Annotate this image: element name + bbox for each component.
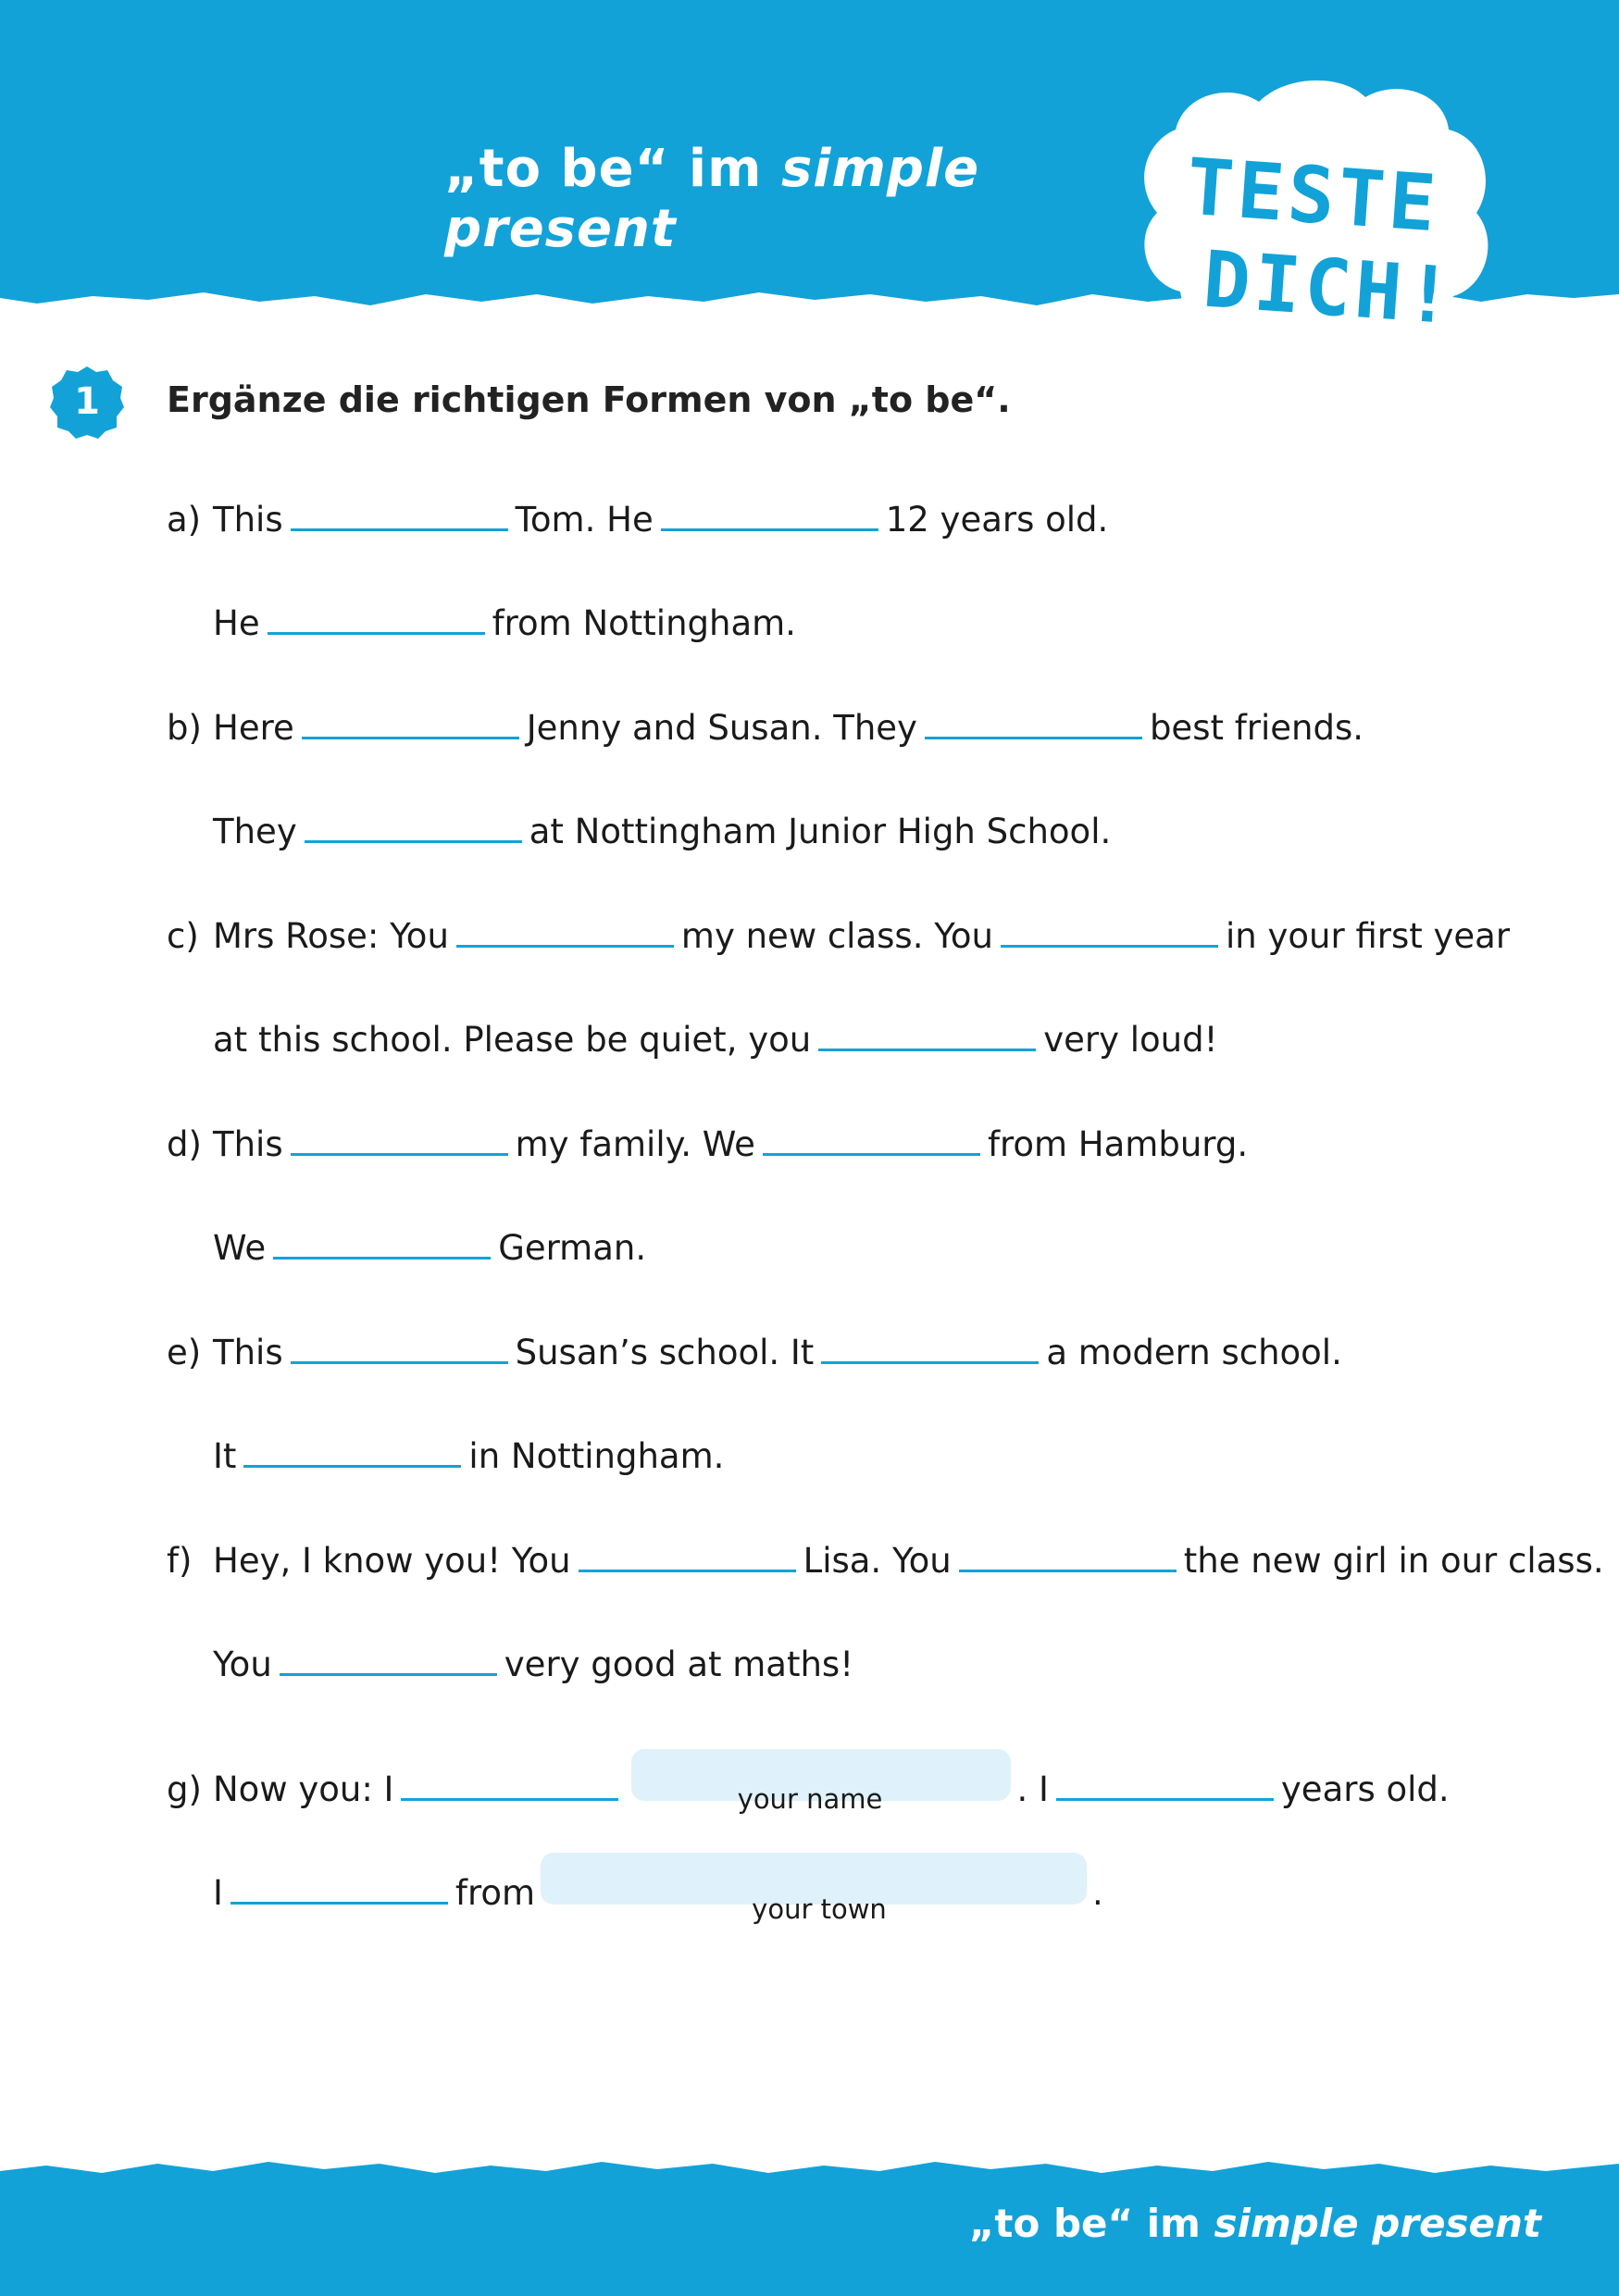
answer-blank[interactable] <box>302 709 519 739</box>
badge-text-line2: DICH! <box>1200 233 1459 342</box>
exercise-c-line2: at this school. Please be quiet, you very loud! <box>213 1020 1218 1060</box>
exercise-c-line1: c) Mrs Rose: You my new class. You in your first year <box>167 916 1511 956</box>
answer-blank[interactable] <box>1001 917 1218 948</box>
answer-blank[interactable] <box>305 813 522 843</box>
footer-title: „to be“ im simple present <box>968 2201 1541 2246</box>
exercise-e-line2: It in Nottingham. <box>213 1436 725 1476</box>
badge-text-line1: TESTE <box>1183 141 1442 250</box>
answer-blank[interactable] <box>273 1229 491 1260</box>
answer-blank[interactable] <box>268 604 485 635</box>
answer-blank[interactable] <box>291 501 508 531</box>
exercise-f-line1: f) Hey, I know you! You Lisa. You the new girl in our class. <box>167 1541 1604 1581</box>
exercise-a-line1: a) This Tom. He 12 years old. <box>167 500 1109 540</box>
task-instruction: Ergänze die richtigen Formen von „to be“. <box>167 379 1011 420</box>
answer-blank[interactable] <box>280 1645 497 1676</box>
exercise-g-line2: I from . <box>213 1853 1103 1913</box>
exercise-a-line2: He from Nottingham. <box>213 603 796 643</box>
answer-blank[interactable] <box>230 1874 448 1905</box>
exercise-f-line2: You very good at maths! <box>213 1644 854 1684</box>
answer-blank[interactable] <box>661 501 878 531</box>
answer-blank[interactable] <box>579 1542 796 1572</box>
answer-blank[interactable] <box>401 1770 618 1801</box>
exercise-d-line2: We German. <box>213 1228 647 1268</box>
answer-blank[interactable] <box>456 917 674 948</box>
exercise-b-line1: b) Here Jenny and Susan. They best friends. <box>167 708 1364 748</box>
answer-blank[interactable] <box>243 1437 461 1468</box>
exercise-d-line1: d) This my family. We from Hamburg. <box>167 1124 1249 1164</box>
answer-blank[interactable] <box>959 1542 1177 1572</box>
answer-blank[interactable] <box>763 1125 980 1156</box>
answer-blank[interactable] <box>925 709 1142 739</box>
answer-blank[interactable] <box>291 1334 508 1364</box>
exercise-e-line1: e) This Susan’s school. It a modern school. <box>167 1333 1342 1372</box>
answer-blank[interactable] <box>1056 1770 1274 1801</box>
exercise-b-line2: They at Nottingham Junior High School. <box>213 812 1112 851</box>
your-town-label: your town <box>752 1893 887 1925</box>
answer-blank[interactable] <box>818 1021 1036 1051</box>
exercise-g-line1: g) Now you: I . I years old. <box>167 1749 1450 1809</box>
answer-blank[interactable] <box>291 1125 508 1156</box>
page-title: „to be“ im simple present <box>444 139 980 259</box>
answer-blank[interactable] <box>821 1334 1039 1364</box>
your-name-label: your name <box>737 1783 883 1815</box>
task-number: 1 <box>74 380 100 423</box>
